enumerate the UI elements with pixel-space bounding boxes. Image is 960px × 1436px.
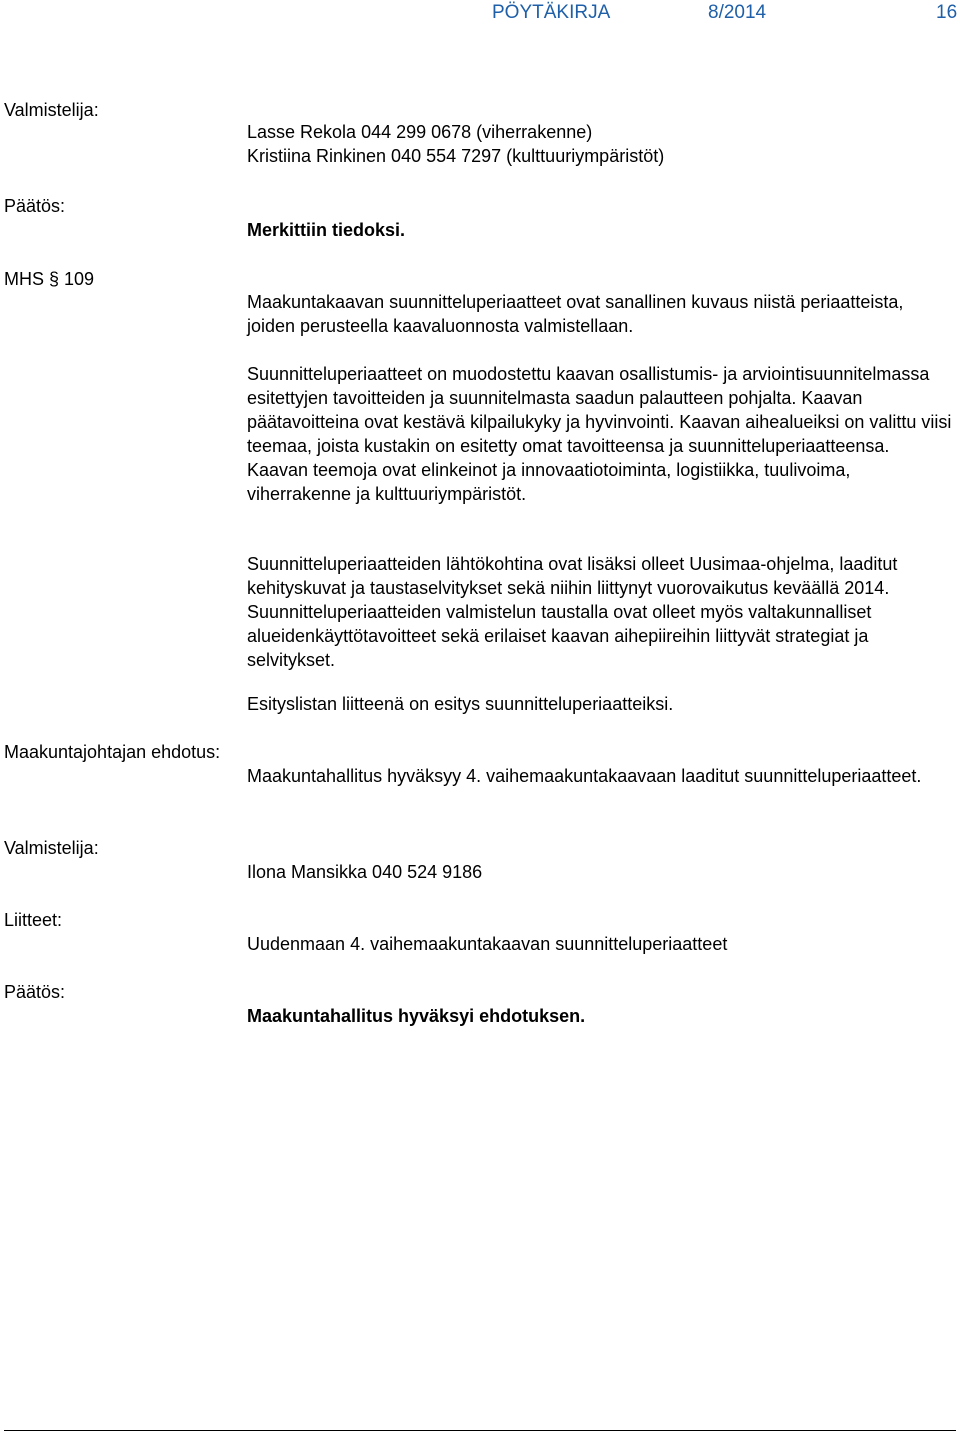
decision-label: Päätös: [4,196,66,216]
document-type: PÖYTÄKIRJA [492,2,611,23]
proposal-text: Maakuntahallitus hyväksyy 4. vaihemaakuntakaavaan laaditut suunnitteluperiaatteet. [247,766,922,786]
footer-divider [4,1430,956,1431]
page-header [0,0,960,28]
body-paragraph-4: Esityslistan liitteenä on esitys suunnitteluperiaatteiksi. [247,694,674,714]
body-paragraph-2: Suunnitteluperiaatteet on muodostettu kaavan osallistumis- ja arviointisuunnitelmassa esitettyjen tavoitteiden ja suunnitelmasta saadun palautteen pohjalta. Kaavan päätavoitteina ovat kestävä kilpailukyky ja hyvinvointi. Kaavan aihealueiksi on valittu viisi teemaa, joista kustakin on esitetty omat tavoitteensa ja suunnitteluperiaatteensa. Kaavan teemoja ovat elinkeinot ja innovaatiotoiminta, logistiikka, tuulivoima, viherrakenne ja kulttuuriympäristöt. [247,364,952,504]
decision-label-2: Päätös: [4,982,66,1002]
body-paragraph-3: Suunnitteluperiaatteiden lähtökohtina ovat lisäksi olleet Uusimaa-ohjelma, laaditut kehityskuvat ja taustaselvitykset sekä niihin liittynyt vuorovaikutus keväällä 2014. Suunnitteluperiaatteiden valmistelun taustalla ovat olleet myös valtakunnalliset alueidenkäyttötavoitteet sekä erilaiset kaavan aihepiireihin liittyvät strategiat ja selvitykset. [247,554,898,670]
proposal-label: Maakuntajohtajan ehdotus: [4,742,221,762]
decision-text: Merkittiin tiedoksi. [247,220,406,240]
preparer-label: Valmistelija: [4,100,99,120]
meeting-number: 8/2014 [708,2,767,23]
attachment-text: Uudenmaan 4. vaihemaakuntakaavan suunnitteluperiaatteet [247,934,728,954]
preparer-2-text: Ilona Mansikka 040 524 9186 [247,862,483,882]
decision-2-text: Maakuntahallitus hyväksyi ehdotuksen. [247,1006,586,1026]
body-paragraph-1: Maakuntakaavan suunnitteluperiaatteet ovat sanallinen kuvaus niistä periaatteista, joiden perusteella kaavaluonnosta valmistellaan. [247,292,904,336]
attachments-label: Liitteet: [4,910,63,930]
section-number: MHS § 109 [4,269,95,289]
preparers-list [247,120,952,168]
preparer-label-2: Valmistelija: [4,838,99,858]
preparer-entry: Lasse Rekola 044 299 0678 (viherrakenne) [247,122,593,142]
preparer-entry: Kristiina Rinkinen 040 554 7297 (kulttuuriympäristöt) [247,146,665,166]
page-number: 16 [936,2,958,23]
